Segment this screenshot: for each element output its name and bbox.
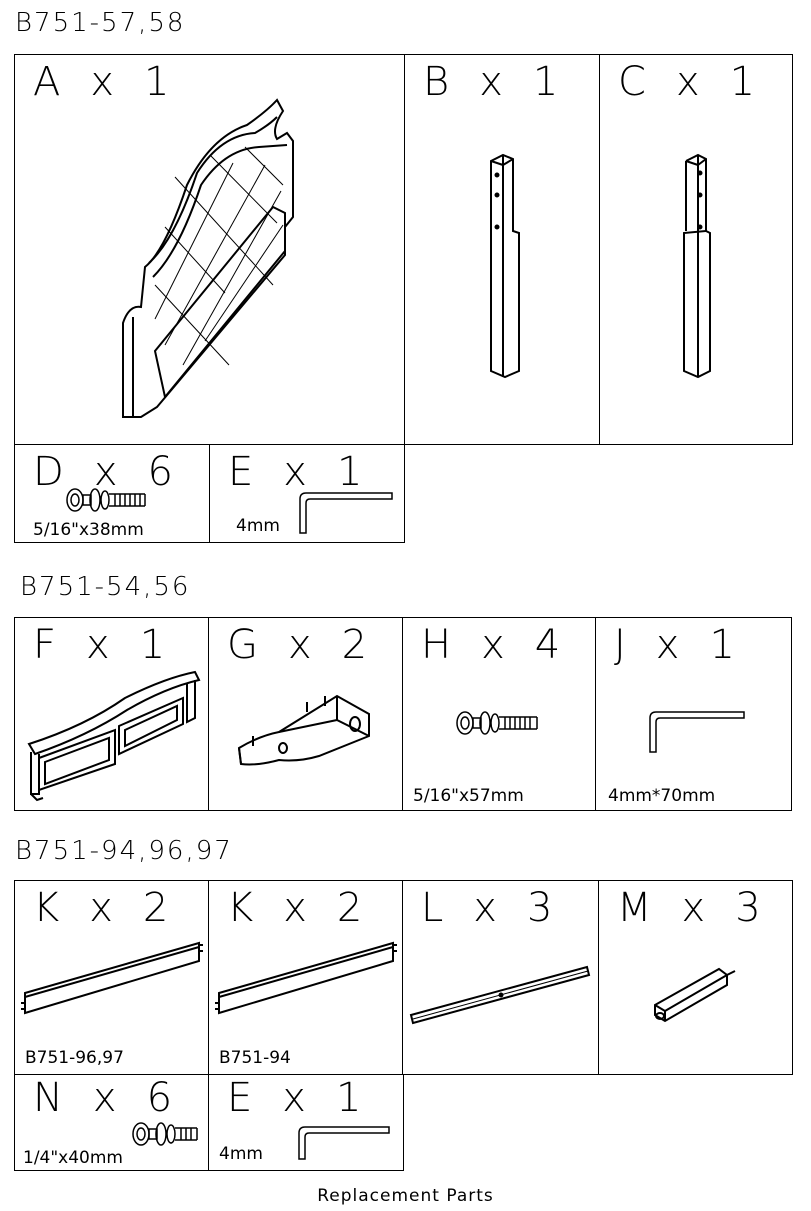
- part-cell-k-2: [208, 880, 403, 1075]
- part-cell-a: [14, 54, 405, 445]
- part-cell-j: [595, 617, 792, 811]
- part-cell-e: [209, 444, 405, 543]
- part-label-j: J x 1: [614, 622, 739, 668]
- part-spec-k-2: B751-94: [219, 1048, 291, 1068]
- section-title-3: B751-94,96,97: [15, 836, 233, 866]
- side-rail-illustration-icon: [15, 881, 209, 1075]
- footboard-illustration-icon: [15, 618, 209, 811]
- part-cell-c: [599, 54, 793, 445]
- section-title-2: B751-54,56: [20, 572, 191, 602]
- part-label-a: A x 1: [33, 59, 174, 105]
- part-spec-h: 5/16"x57mm: [413, 786, 524, 806]
- allen-key-illustration-icon: [292, 489, 402, 537]
- section-title-1: B751-57,58: [15, 8, 186, 38]
- part-cell-f: [14, 617, 209, 811]
- part-label-e: E x 1: [228, 449, 367, 495]
- part-spec-k-1: B751-96,97: [25, 1048, 124, 1068]
- part-label-g: G x 2: [227, 622, 372, 668]
- bed-post-illustration-icon: [405, 55, 600, 445]
- part-label-b: B x 1: [423, 59, 563, 105]
- part-label-m: M x 3: [617, 885, 765, 931]
- part-cell-l: [402, 880, 599, 1075]
- part-label-e-2: E x 1: [227, 1075, 366, 1121]
- part-label-k-2: K x 2: [227, 885, 367, 931]
- part-cell-n: [14, 1074, 209, 1171]
- part-cell-d: [14, 444, 210, 543]
- bracket-illustration-icon: [209, 618, 403, 811]
- allen-key-illustration-icon: [642, 708, 752, 756]
- part-label-f: F x 1: [33, 622, 170, 668]
- part-spec-j: 4mm*70mm: [608, 786, 716, 806]
- allen-key-illustration-icon: [291, 1123, 401, 1163]
- headboard-illustration-icon: [15, 55, 405, 445]
- slat-illustration-icon: [403, 881, 599, 1075]
- footer-caption: Replacement Parts: [317, 1186, 494, 1206]
- part-cell-b: [404, 54, 600, 445]
- bolt-illustration-icon: [63, 485, 153, 515]
- part-cell-m: [598, 880, 793, 1075]
- center-leg-illustration-icon: [599, 881, 793, 1075]
- part-cell-g: [208, 617, 403, 811]
- bolt-illustration-icon: [453, 708, 543, 738]
- part-spec-e-2: 4mm: [219, 1144, 263, 1164]
- part-cell-k-1: [14, 880, 209, 1075]
- part-cell-h: [402, 617, 596, 811]
- part-spec-n: 1/4"x40mm: [23, 1148, 123, 1168]
- part-label-d: D x 6: [33, 449, 177, 495]
- part-label-l: L x 3: [421, 885, 557, 931]
- side-rail-illustration-icon: [209, 881, 403, 1075]
- part-label-c: C x 1: [618, 59, 760, 105]
- part-label-k-1: K x 2: [33, 885, 173, 931]
- bed-post-illustration-icon: [600, 55, 793, 445]
- part-cell-e-2: [208, 1074, 404, 1171]
- part-label-h: H x 4: [421, 622, 565, 668]
- bolt-illustration-icon: [129, 1119, 201, 1149]
- part-spec-e: 4mm: [236, 516, 280, 536]
- part-spec-d: 5/16"x38mm: [33, 520, 144, 540]
- part-label-n: N x 6: [33, 1075, 177, 1121]
